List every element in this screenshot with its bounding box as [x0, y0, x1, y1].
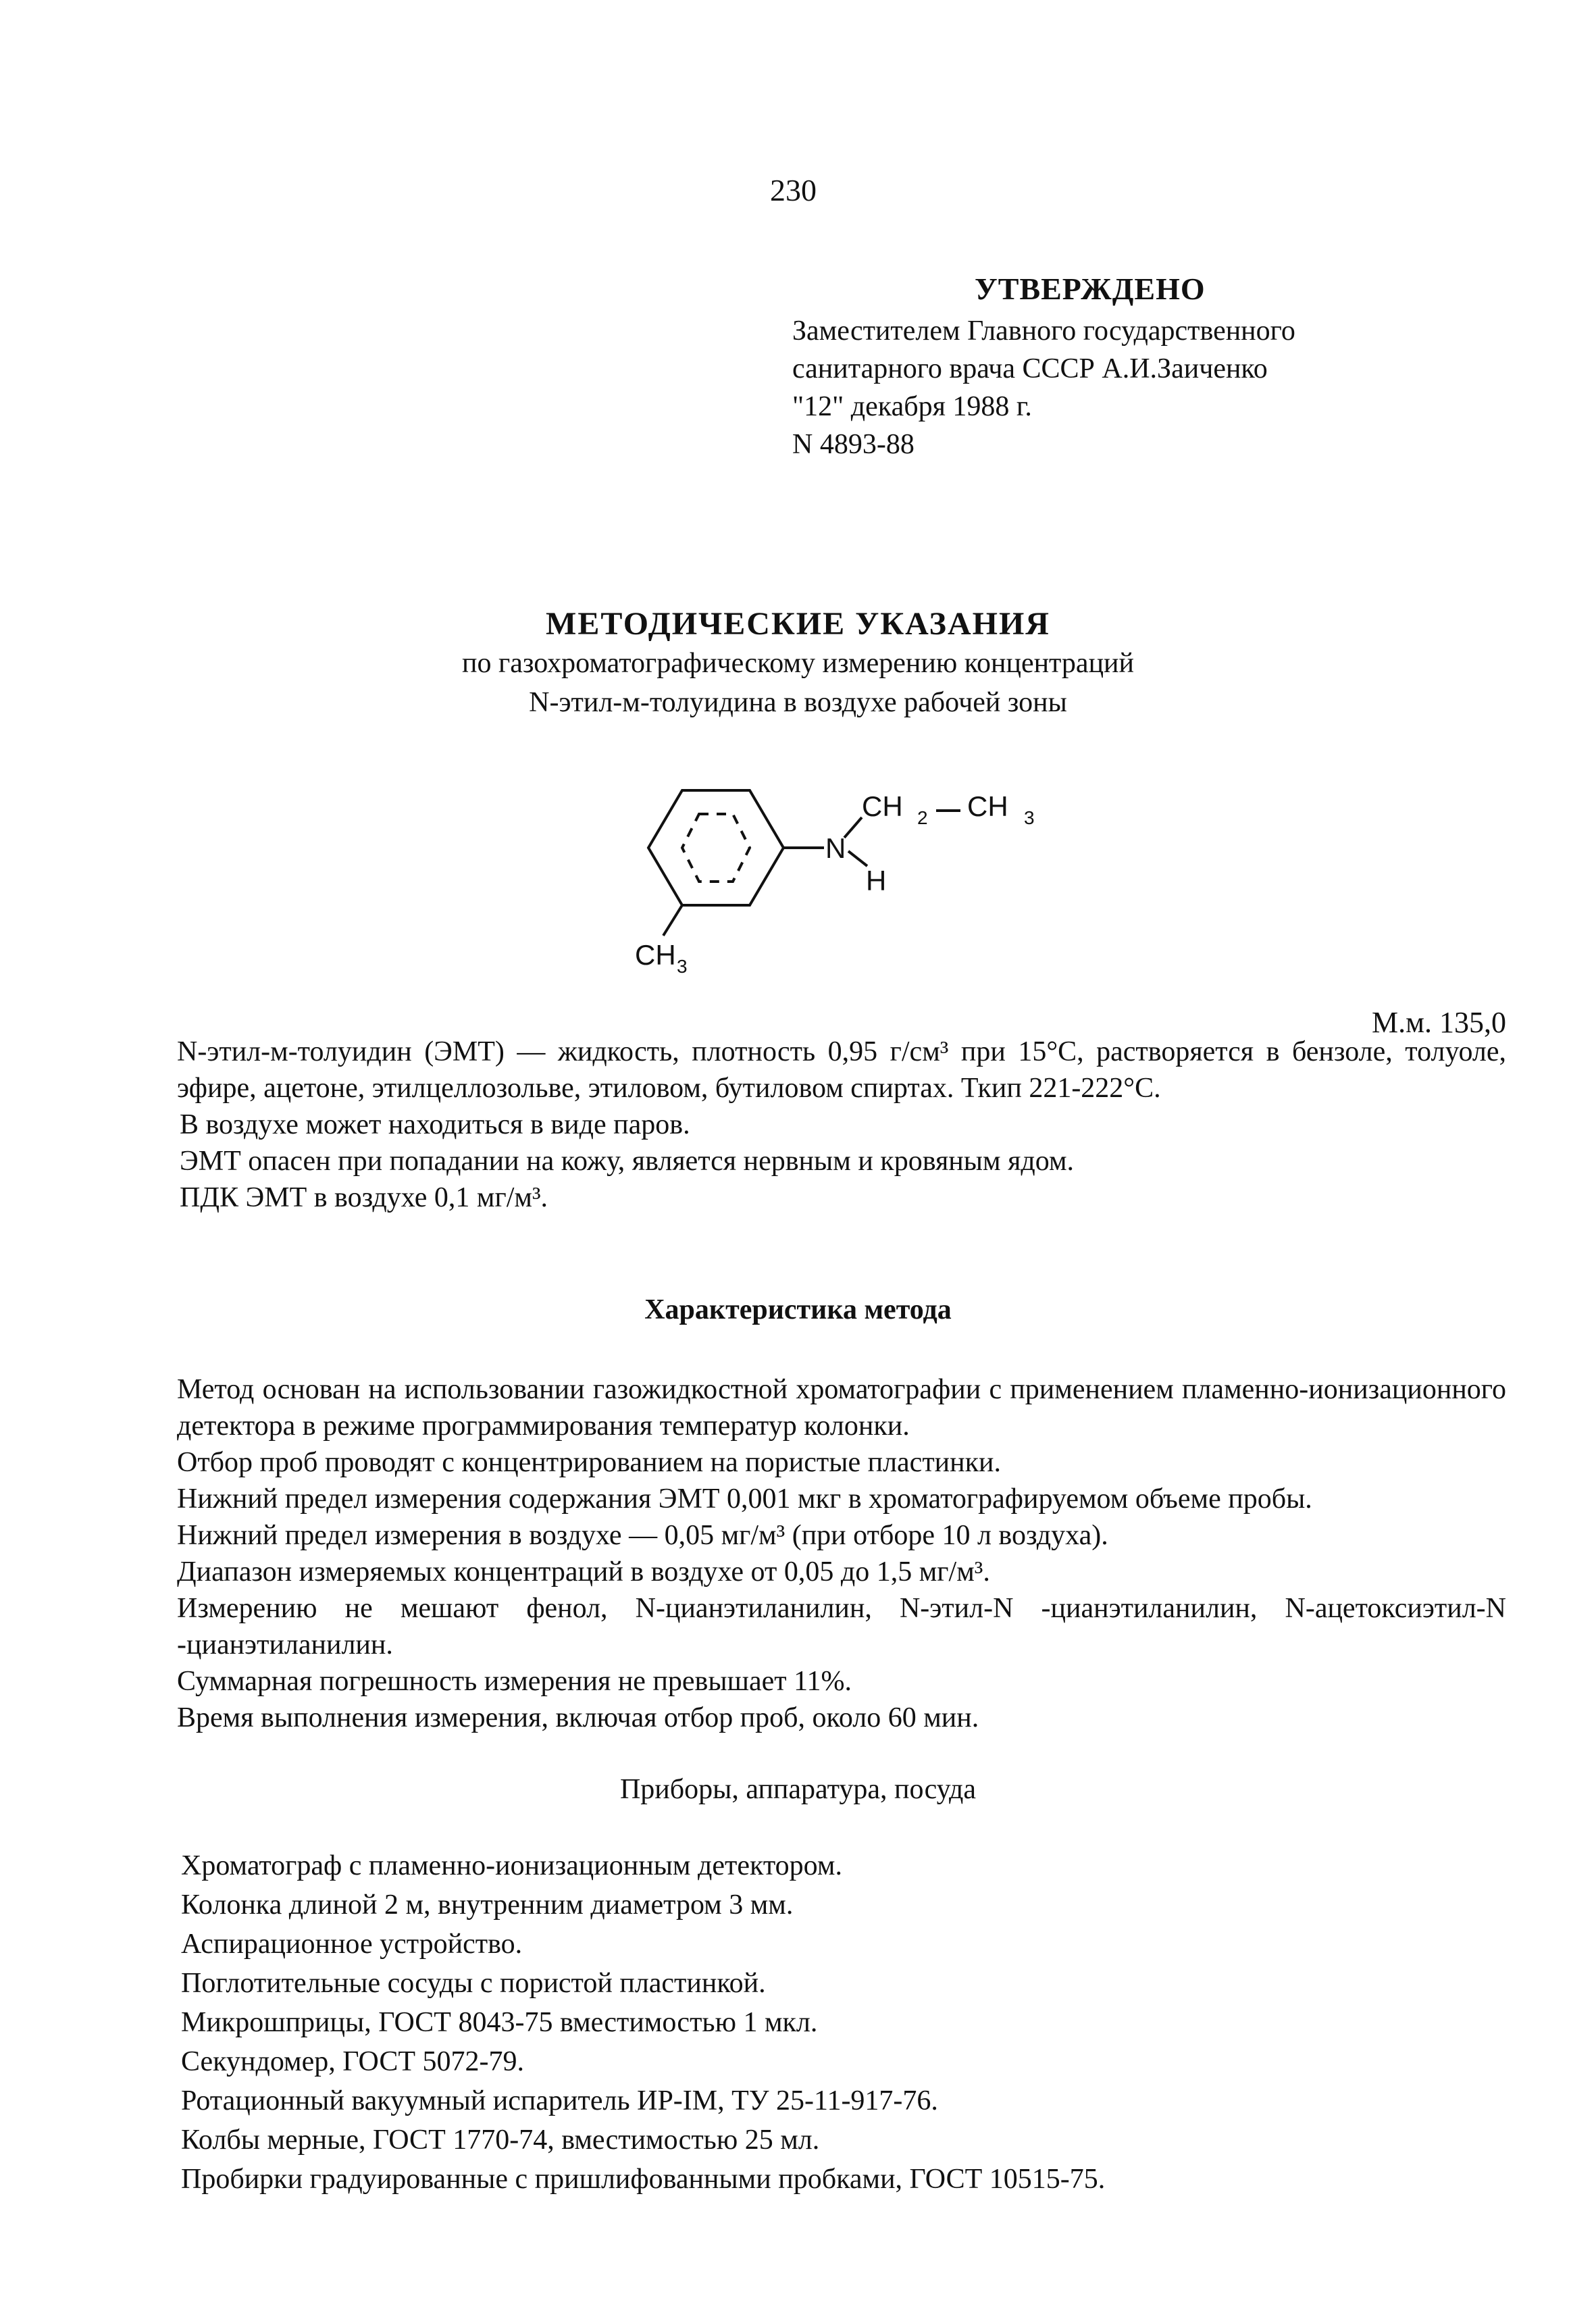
- bond-ring-ch3: [663, 905, 682, 936]
- section-title-devices: Приборы, аппаратура, посуда: [619, 1774, 977, 1805]
- description-paragraph: ЭМТ опасен при попадании на кожу, является нервным и кровяным ядом.: [180, 1146, 1075, 1177]
- atom-ch2: CH: [862, 790, 903, 822]
- document-title: [0, 605, 1596, 722]
- list-item: Ротационный вакуумный испаритель ИР-IM, ТУ 25-11-917-76.: [181, 2085, 938, 2116]
- list-item: Аспирационное устройство.: [181, 1929, 523, 1960]
- atom-n: N: [825, 832, 846, 864]
- method-paragraph: Метод основан на использовании газожидкостной хроматографии с применением пламенно-ионизационного детектора в режиме программирования температур колонки.: [177, 1374, 1506, 1442]
- list-item: Микрошприцы, ГОСТ 8043-75 вместимостью 1 мкл.: [181, 2007, 818, 2038]
- approval-line: санитарного врача СССР А.И.Заиченко: [792, 353, 1268, 384]
- approval-line: Заместителем Главного государственного: [792, 315, 1295, 347]
- title-main: МЕТОДИЧЕСКИЕ УКАЗАНИЯ: [546, 606, 1050, 642]
- list-item: Колонка длиной 2 м, внутренним диаметром 3 мм.: [181, 1889, 794, 1921]
- bond-n-h: [848, 851, 867, 866]
- method-block: [177, 1371, 1506, 1736]
- list-item: Пробирки градуированные с пришлифованными пробками, ГОСТ 10515-75.: [181, 2164, 1106, 2195]
- list-item: Поглотительные сосуды с пористой пластинкой.: [181, 1968, 766, 1999]
- method-paragraph: Отбор проб проводят с концентрированием на пористые пластинки.: [177, 1447, 1002, 1478]
- molar-mass: М.м. 135,0: [1372, 1006, 1506, 1039]
- description-paragraph: N-этил-м-толуидин (ЭМТ) — жидкость, плотность 0,95 г/см³ при 15°С, растворяется в бензоле, толуоле, эфире, ацетоне, этилцеллозольве, этиловом, бутиловом спиртах. Ткип 221-222°С.: [177, 1036, 1506, 1104]
- subscript: 3: [1024, 807, 1035, 828]
- title-line3: N-этил-м-толуидина в воздухе рабочей зоны: [529, 687, 1067, 718]
- approval-line: "12" декабря 1988 г.: [792, 391, 1032, 422]
- approval-block: [792, 270, 1295, 463]
- aromatic-circle: [682, 814, 750, 882]
- list-item: Колбы мерные, ГОСТ 1770-74, вместимостью 25 мл.: [181, 2125, 820, 2156]
- section-title-method: Характеристика метода: [644, 1294, 952, 1325]
- atom-ch3-bottom: CH: [635, 939, 676, 971]
- atom-h: H: [866, 865, 887, 896]
- bond-n-ch2: [844, 817, 862, 838]
- method-paragraph: Время выполнения измерения, включая отбор проб, около 60 мин.: [177, 1702, 979, 1733]
- page-number: 230: [770, 173, 817, 207]
- devices-list: [181, 1846, 1105, 2199]
- list-item: Хроматограф с пламенно-ионизационным детектором.: [181, 1850, 842, 1881]
- description-paragraph: В воздухе может находиться в виде паров.: [180, 1109, 690, 1140]
- approval-heading: УТВЕРЖДЕНО: [975, 272, 1206, 306]
- method-paragraph: Суммарная погрешность измерения не превышает 11%.: [177, 1666, 852, 1697]
- list-item: Секундомер, ГОСТ 5072-79.: [181, 2046, 524, 2077]
- subscript: 3: [677, 956, 688, 977]
- method-paragraph: Нижний предел измерения содержания ЭМТ 0,001 мкг в хроматографируемом объеме пробы.: [177, 1483, 1312, 1515]
- method-paragraph: Измерению не мешают фенол, N-цианэтиланилин, N-этил-N -цианэтиланилин, N-ацетоксиэтил-N -цианэтиланилин.: [177, 1593, 1506, 1660]
- title-line2: по газохроматографическому измерению концентраций: [462, 648, 1134, 679]
- method-paragraph: Нижний предел измерения в воздухе — 0,05 мг/м³ (при отборе 10 л воздуха).: [177, 1520, 1108, 1551]
- subscript: 2: [917, 807, 928, 828]
- method-paragraph: Диапазон измеряемых концентраций в воздухе от 0,05 до 1,5 мг/м³.: [177, 1556, 990, 1587]
- atom-ch3-right: CH: [967, 790, 1008, 822]
- approval-line: N 4893-88: [792, 429, 915, 460]
- description-paragraph: ПДК ЭМТ в воздухе 0,1 мг/м³.: [180, 1182, 548, 1213]
- description-block: [177, 1034, 1506, 1216]
- benzene-ring: [648, 790, 783, 905]
- structural-formula: [621, 784, 1108, 1013]
